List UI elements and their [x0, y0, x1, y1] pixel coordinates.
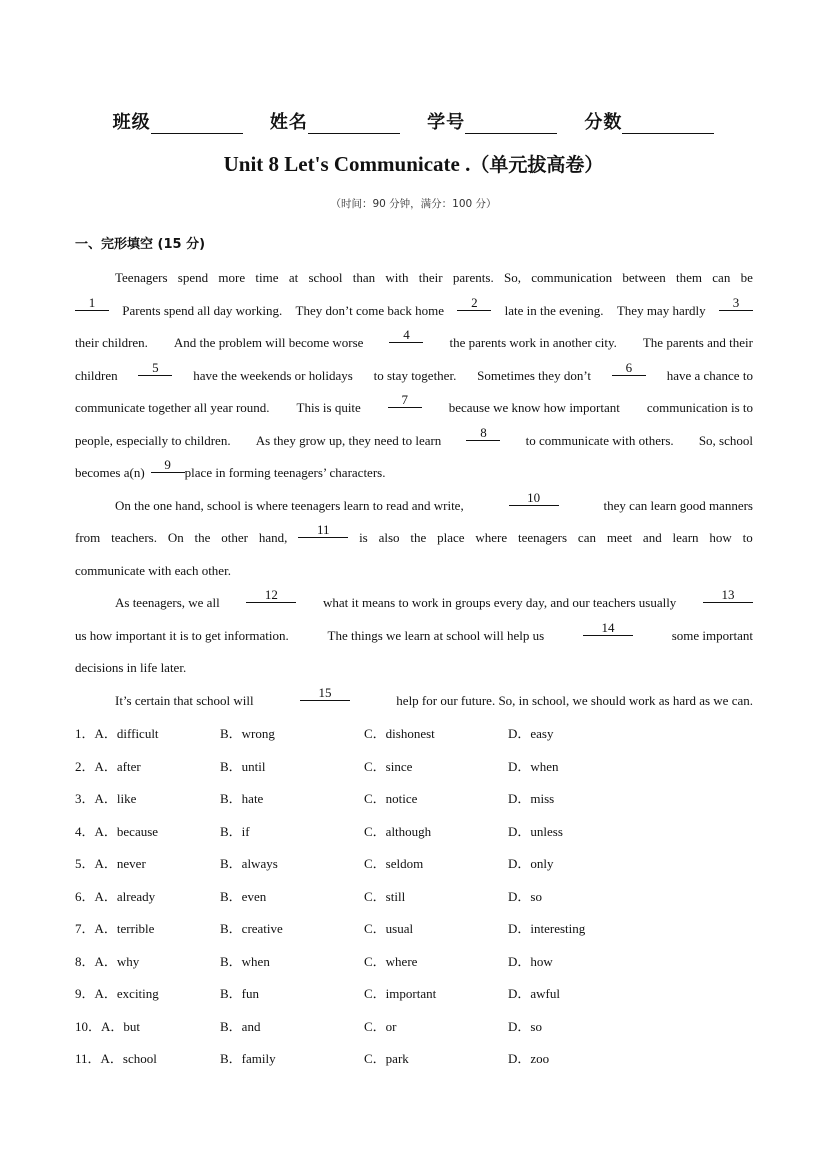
passage-text: late in the evening. — [504, 302, 604, 318]
option-a[interactable]: A．why — [94, 953, 140, 969]
option-b[interactable]: B．and — [220, 1018, 261, 1034]
option-d[interactable]: D．awful — [508, 986, 560, 1001]
question-number: 5．A．never — [75, 856, 146, 871]
class-field[interactable] — [151, 115, 243, 134]
name-label: 姓名 — [269, 112, 308, 133]
passage-text: other — [221, 530, 248, 545]
passage-text: between — [622, 270, 666, 285]
passage-line — [75, 392, 753, 425]
passage-text: The parents and their — [642, 335, 753, 350]
passage-text: the parents work in another city. — [449, 335, 617, 350]
student-id-label: 学号 — [427, 112, 466, 133]
passage-text: Parents spend all day working. — [122, 302, 283, 318]
score-label: 分数 — [584, 112, 623, 133]
passage-text: The things we learn at school will help us — [327, 627, 545, 643]
question-number: 7．A．terrible — [75, 921, 155, 936]
passage-text: their children. — [75, 335, 148, 350]
passage-text: than — [352, 270, 376, 285]
option-c[interactable]: C．notice — [364, 791, 418, 806]
passage-text: them — [676, 270, 702, 285]
option-a[interactable]: A．already — [94, 888, 156, 904]
option-c[interactable]: C．where — [364, 953, 418, 969]
option-b[interactable]: B．family — [220, 1051, 276, 1066]
option-b[interactable]: B．creative — [220, 921, 283, 936]
option-c[interactable]: C．although — [364, 823, 432, 839]
passage-text: hand, — [258, 530, 288, 545]
passage-text: more — [218, 270, 246, 285]
option-b[interactable]: B．wrong — [220, 726, 275, 741]
passage-line — [75, 587, 753, 620]
passage-text: their — [418, 270, 443, 285]
option-a[interactable]: A．difficult — [94, 726, 159, 741]
page-title — [0, 150, 827, 177]
passage-text: time — [255, 270, 279, 285]
passage-text: from — [75, 530, 101, 545]
passage-text: place — [437, 530, 465, 545]
blank-10[interactable]: 10 — [509, 490, 559, 506]
option-c[interactable]: C．dishonest — [364, 726, 435, 741]
passage-text: teenagers — [517, 530, 568, 545]
cloze-passage — [75, 262, 753, 717]
passage-text: On — [167, 530, 184, 545]
passage-text: It’s certain that school will — [115, 692, 254, 708]
passage-text: what it means to work in groups every day, and our teachers usually — [323, 595, 677, 610]
passage-text: communication is to — [646, 400, 753, 415]
passage-text: communicate together all year round. — [75, 400, 270, 415]
passage-text: communication — [531, 270, 613, 285]
option-a[interactable]: A．terrible — [94, 921, 155, 936]
title-main: Unit 8 Let's Communicate . — [223, 152, 471, 176]
passage-text: communicate with each other. — [75, 562, 231, 578]
passage-text: is — [359, 530, 368, 545]
name-field[interactable] — [308, 115, 400, 134]
passage-text: can — [712, 270, 731, 285]
option-d[interactable]: D．so — [508, 1018, 542, 1034]
passage-text: meet — [606, 530, 633, 545]
answer-options — [75, 718, 675, 1076]
passage-text: Teenagers — [115, 270, 168, 285]
option-d[interactable]: D．so — [508, 888, 542, 904]
passage-text: learn — [672, 530, 699, 545]
question-number: 3．A．like — [75, 791, 137, 806]
passage-text: So, — [503, 270, 521, 285]
passage-text: people, especially to children. — [75, 432, 231, 448]
class-label: 班级 — [112, 112, 151, 133]
option-a[interactable]: A．but — [101, 1018, 141, 1034]
passage-line — [75, 685, 753, 718]
option-row — [75, 978, 675, 1011]
option-a[interactable]: A．because — [94, 823, 159, 839]
passage-line — [75, 360, 753, 393]
blank-15[interactable]: 15 — [300, 685, 350, 701]
passage-text: some important — [671, 627, 753, 643]
passage-text: to — [742, 530, 753, 545]
passage-text: place in forming teenagers’ characters. — [184, 465, 386, 480]
blank-14[interactable]: 14 — [583, 620, 633, 636]
passage-line — [75, 620, 753, 653]
blank-9[interactable]: 9 — [151, 457, 185, 473]
passage-line — [75, 295, 753, 328]
option-row — [75, 751, 675, 784]
option-b[interactable]: B．when — [220, 953, 270, 969]
option-b[interactable]: B．if — [220, 823, 250, 839]
option-row — [75, 848, 675, 881]
passage-line — [75, 457, 753, 490]
option-row — [75, 816, 675, 849]
passage-line — [75, 522, 753, 555]
option-d[interactable]: D．when — [508, 758, 559, 774]
score-field[interactable] — [622, 115, 714, 134]
option-row — [75, 718, 675, 751]
blank-5[interactable]: 5 — [138, 360, 172, 376]
blank-8[interactable]: 8 — [466, 425, 500, 441]
option-row — [75, 1011, 675, 1044]
option-c[interactable]: C．still — [364, 888, 406, 904]
passage-text: the — [194, 530, 211, 545]
option-a[interactable]: A．after — [94, 758, 141, 774]
passage-line — [75, 262, 753, 295]
passage-text: because we know how important — [448, 400, 620, 415]
option-b[interactable]: B．until — [220, 758, 266, 774]
blank-6[interactable]: 6 — [612, 360, 646, 376]
passage-text: Sometimes they don’t — [477, 367, 592, 383]
passage-text: On the one hand, school is where teenagers learn to read and write, — [115, 497, 464, 513]
passage-text: to stay together. — [373, 367, 457, 383]
passage-text: So, school — [698, 432, 753, 448]
option-c[interactable]: C．park — [364, 1051, 409, 1066]
passage-text: also — [378, 530, 400, 545]
question-number: 2．A．after — [75, 758, 141, 774]
option-d[interactable]: D．how — [508, 953, 553, 969]
option-row — [75, 1043, 675, 1076]
section-heading: 一、完形填空 (15 分) — [75, 237, 206, 252]
option-c[interactable]: C．important — [364, 986, 437, 1001]
option-c[interactable]: C．usual — [364, 921, 414, 936]
student-info-header — [0, 108, 827, 134]
option-d[interactable]: D．miss — [508, 791, 555, 806]
blank-13[interactable]: 13 — [703, 587, 753, 603]
passage-text: have the weekends or holidays — [193, 367, 353, 383]
question-number: 9．A．exciting — [75, 986, 159, 1001]
option-a[interactable]: A．exciting — [94, 986, 159, 1001]
passage-text: And the problem will become worse — [173, 335, 364, 350]
exam-info: （时间：90 分钟，满分：100 分） — [330, 198, 497, 210]
option-b[interactable]: B．even — [220, 888, 267, 904]
blank-2[interactable]: 2 — [457, 295, 491, 311]
passage-text: spend — [177, 270, 209, 285]
passage-text: This is quite — [296, 400, 361, 415]
passage-text: school — [308, 270, 343, 285]
passage-text: where — [475, 530, 508, 545]
option-a[interactable]: A．school — [100, 1051, 157, 1066]
option-row — [75, 913, 675, 946]
passage-text: teachers. — [111, 530, 157, 545]
passage-text: can — [577, 530, 596, 545]
passage-line — [75, 327, 753, 360]
passage-line — [75, 555, 753, 588]
title-cjk: （单元拔高卷） — [470, 154, 604, 176]
blank-12[interactable]: 12 — [246, 587, 296, 603]
passage-text: As teenagers, we all — [115, 595, 220, 610]
passage-text: us how important it is to get information. — [75, 627, 289, 643]
passage-text: the — [410, 530, 427, 545]
question-number: 6．A．already — [75, 888, 156, 904]
blank-11[interactable]: 11 — [298, 522, 348, 538]
passage-text: decisions in life later. — [75, 660, 187, 675]
passage-text: help for our future. So, in school, we should work as hard as we can. — [396, 692, 753, 708]
option-d[interactable]: D．easy — [508, 726, 554, 741]
question-number: 10．A．but — [75, 1018, 141, 1034]
passage-line — [75, 652, 753, 685]
option-d[interactable]: D．interesting — [508, 921, 586, 936]
question-number: 4．A．because — [75, 823, 159, 839]
passage-text: As they grow up, they need to learn — [255, 432, 442, 448]
passage-line — [75, 425, 753, 458]
option-d[interactable]: D．unless — [508, 823, 563, 839]
blank-1[interactable]: 1 — [75, 295, 109, 311]
passage-text: parents. — [452, 270, 494, 285]
passage-line — [75, 490, 753, 523]
question-number: 11．A．school — [75, 1051, 157, 1066]
option-d[interactable]: D．zoo — [508, 1051, 550, 1066]
option-b[interactable]: B．fun — [220, 986, 260, 1001]
question-number: 1．A．difficult — [75, 726, 159, 741]
option-c[interactable]: C．or — [364, 1018, 397, 1034]
option-b[interactable]: B．hate — [220, 791, 264, 806]
passage-text: with — [385, 270, 409, 285]
passage-text: children — [75, 367, 118, 383]
passage-text: They may hardly — [616, 302, 706, 318]
student-id-field[interactable] — [465, 115, 557, 134]
option-row — [75, 881, 675, 914]
passage-text: to communicate with others. — [525, 432, 674, 448]
passage-text: and — [642, 530, 662, 545]
option-row — [75, 783, 675, 816]
passage-text: becomes a(n) — [75, 465, 145, 480]
question-number: 8．A．why — [75, 953, 140, 969]
blank-7[interactable]: 7 — [388, 392, 422, 408]
passage-text: be — [740, 270, 753, 285]
passage-text: at — [288, 270, 299, 285]
option-c[interactable]: C．seldom — [364, 856, 424, 871]
option-a[interactable]: A．like — [94, 791, 137, 806]
passage-text: They don’t come back home — [295, 302, 445, 318]
passage-text: they can learn good manners — [603, 497, 753, 513]
option-d[interactable]: D．only — [508, 856, 554, 871]
passage-text: have a chance to — [666, 367, 753, 383]
blank-3[interactable]: 3 — [719, 295, 753, 311]
passage-text: how — [709, 530, 732, 545]
option-c[interactable]: C．since — [364, 758, 413, 774]
option-b[interactable]: B．always — [220, 856, 278, 871]
option-row — [75, 946, 675, 979]
option-a[interactable]: A．never — [94, 856, 146, 871]
blank-4[interactable]: 4 — [389, 327, 423, 343]
